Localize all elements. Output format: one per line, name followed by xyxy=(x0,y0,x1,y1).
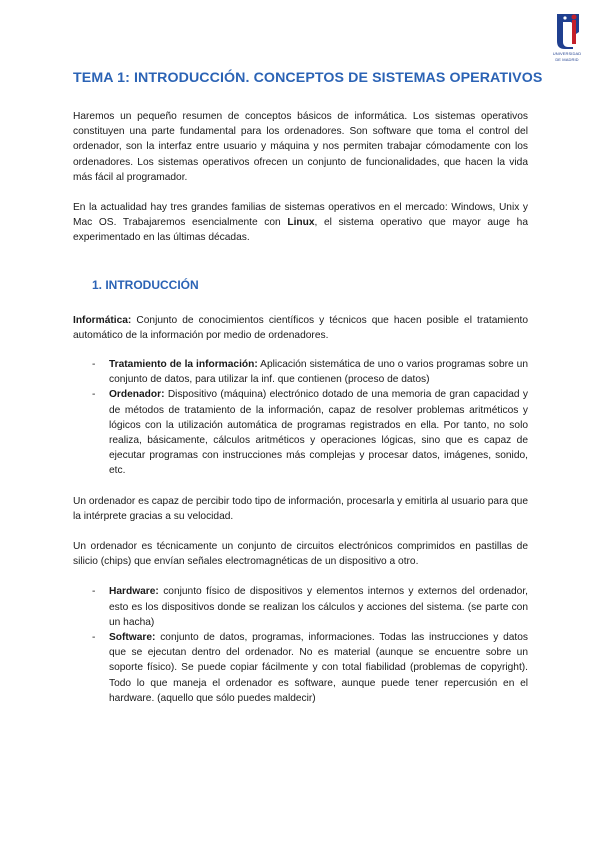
list-item-term: Hardware: xyxy=(109,586,159,598)
bullet-dash: - xyxy=(92,389,96,401)
intro-paragraph-2 xyxy=(73,200,528,246)
linux-term: Linux xyxy=(287,217,315,229)
informatica-def-text: Conjunto de conocimientos científicos y técnicos que hacen posible el tratamiento automático de la información por medio de ordenadores. xyxy=(73,314,528,341)
intro-paragraph-1: Haremos un pequeño resumen de conceptos básicos de informática. Los sistemas operativos constituyen una parte fundamental para los ordenadores. Son software que toma el control del ordenador, son la interfaz entre usuario y máquina y nos permiten trabajar cómodamente con los ordenadores. Los sistemas operativos ofrecen un conjunto de funcionalidades, que hacen la vida más fácil al programador. xyxy=(73,111,528,183)
bullet-dash: - xyxy=(92,586,96,598)
section-heading-introduccion: 1. INTRODUCCIÓN xyxy=(92,277,199,292)
list-item-text: Dispositivo (máquina) electrónico dotado de una memoria de gran capacidad y de métodos de tratamiento de la información, capaz de resolver problemas aritméticos y lógicos con la utilización automática de programas registrados en ella. Por tanto, no solo realiza, básicamente, cálculos aritméticos y operaciones lógicas, sino que es capaz de ejecutar programas con instrucciones más complejas y procesar datos, imágenes, sonido, etc. xyxy=(109,389,528,477)
document-title: TEMA 1: INTRODUCCIÓN. CONCEPTOS DE SISTEMAS OPERATIVOS xyxy=(73,70,543,86)
list-item xyxy=(73,387,528,478)
list-item xyxy=(73,357,528,387)
bullet-dash: - xyxy=(92,359,96,371)
ordenador-paragraph: Un ordenador es capaz de percibir todo tipo de información, procesarla y emitirla al usuario para que la intérprete gracias a su velocidad. xyxy=(73,495,528,522)
list-item xyxy=(73,584,528,630)
document-body xyxy=(73,70,543,706)
bullet-dash: - xyxy=(92,632,96,644)
university-logo-mark xyxy=(549,12,585,50)
definitions-list-2 xyxy=(73,584,528,706)
circuitos-paragraph: Un ordenador es técnicamente un conjunto de circuitos electrónicos comprimidos en pastillas de silicio (chips) que envían señales electromagnéticas de un dispositivo a otro. xyxy=(73,541,528,568)
list-item-term: Ordenador: xyxy=(109,389,165,401)
list-item-term: Software: xyxy=(109,632,156,644)
list-item xyxy=(73,630,528,706)
definitions-list-1 xyxy=(73,357,528,479)
informatica-definition xyxy=(73,313,528,343)
list-item-text: conjunto de datos, programas, informaciones. Todas las instrucciones y datos que se ejecutan dentro del ordenador. No es material (aunque se encuentre sobre un soporte físico). Se puede copiar fácilmente y con total fiabilidad (problemas de copyright). Todo lo que maneja el ordenador es software, aunque puede tener repercusión en el hardware. (aquello que sólo puedes maldecir) xyxy=(109,632,528,704)
university-logo xyxy=(549,12,585,60)
logo-caption-2: DE MADRID xyxy=(555,57,579,62)
intro-p2-text-a: En la actualidad hay tres grandes familias de sistemas operativos en el mercado: Windows, Unix y Mac OS. Trabajaremos esencialmente con xyxy=(73,202,528,229)
list-item-text: conjunto físico de dispositivos y elementos internos y externos del ordenador, esto es los dispositivos donde se realizan los cálculos y acciones del sistema. (se parte con un hacha) xyxy=(109,586,528,628)
intro-p2-text-b: , el sistema operativo que mayor auge ha experimentado en las últimas décadas. xyxy=(73,217,528,244)
informatica-term: Informática: xyxy=(73,314,132,326)
logo-caption-1: UNIVERSIDAD xyxy=(552,51,582,56)
list-item-term: Tratamiento de la información: xyxy=(109,359,258,371)
list-item-text: Aplicación sistemática de uno o varios programas sobre un conjunto de datos, para utilizar la inf. que contienen (proceso de datos) xyxy=(109,359,529,386)
